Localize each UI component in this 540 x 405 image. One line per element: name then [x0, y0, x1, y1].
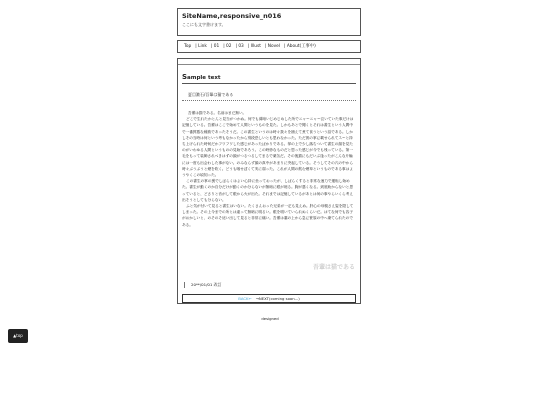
paragraph: ふと気が付いて見ると書生はいない。たくさんおった兄弟が一疋も見えぬ。肝心の母親さえ姿を隠してしまった。その上今までの所とは違って無暗に明るい。眼を明いていられぬくらいだ。はてな何でも容子がおかしいと、のそのそ這い出して見ると非常に痛い。吾輩は藁の上から急に笹原の中へ棄てられたのである。: [182, 204, 354, 227]
back-link[interactable]: BACK←: [238, 296, 252, 301]
nav-item-novel[interactable]: Novel: [267, 44, 280, 49]
paragraph: 吾輩は猫である。名前はまだ無い。: [188, 111, 247, 115]
nav-item-03[interactable]: 03: [238, 44, 244, 49]
global-nav: Top | Link | 01 | 02 | 03 | Illust | Novel | About(工事中): [177, 40, 361, 53]
main-content: [177, 58, 361, 304]
back-to-top-button[interactable]: ▲top: [8, 329, 28, 343]
site-tagline: ここにも文字書けます。: [182, 22, 226, 27]
nav-item-about[interactable]: About(工事中): [286, 44, 316, 49]
article-title-initial: S: [182, 73, 188, 81]
next-link[interactable]: →NEXT(coming soon...): [255, 296, 300, 301]
nav-item-01[interactable]: 01: [213, 44, 220, 49]
site-header: [177, 8, 361, 36]
article-title: [182, 73, 356, 82]
nav-item-illust[interactable]: Illust: [250, 44, 261, 49]
content-top-bar: [178, 59, 360, 65]
footer-credit[interactable]: designed: [261, 316, 279, 321]
nav-item-top[interactable]: Top: [184, 44, 192, 49]
article-body: [182, 110, 356, 228]
nav-item-link[interactable]: Link: [198, 44, 207, 49]
nav-item-02[interactable]: 02: [226, 44, 232, 49]
subtitle-divider: [182, 100, 356, 101]
title-divider: [182, 83, 356, 84]
paragraph: この書生の掌の裏でしばらくはよい心持に坐っておったが、しばらくすると非常な速力で運転し始めた。書生が動くのか自分だけが動くのか分らないが無暗に眼が廻る。胸が悪くなる。到底助からないと思っていると、どさりと音がして眼から火が出た。それまでは記憶しているがあとは何の事やらいくら考え出そうとしても分らない。: [182, 179, 353, 202]
paragraph: どこで生れたかとんと見当がつかぬ。何でも薄暗いじめじめした所でニャーニャー泣いていた事だけは記憶している。吾輩はここで始めて人間というものを見た。しかもあとで聞くとそれは書生という人間中で一番獰悪な種族であったそうだ。この書生というのは時々我々を捕えて煮て食うという話である。しかしその当時は何という考もなかったから別段恐しいとも思わなかった。ただ彼の掌に載せられてスーと持ち上げられた時何だかフワフワした感じがあったばかりである。掌の上で少し落ちついて書生の顔を見たのがいわゆる人間というものの見始であろう。この時妙なものだと思った感じが今でも残っている。第一毛をもって装飾されべきはずの顔がつるつるしてまるで薬缶だ。その後猫にもだいぶ逢ったがこんな片輪には一度も出会わした事がない。のみならず顔の真中があまりに突起している。そうしてその穴の中から時々ぷうぷうと煙を吹く。どうも咽せぽくて実に弱った。これが人間の飲む煙草というものである事はようやくこの頃知った。: [182, 117, 354, 178]
site-name[interactable]: SiteName,responsive_n016: [182, 12, 282, 20]
article-subtitle: 夏目漱石/吾輩は猫である: [188, 92, 234, 97]
article-date: 20**/01/01 改訂: [184, 282, 221, 288]
pager: [182, 294, 356, 303]
article-title-rest: ample text: [187, 75, 221, 81]
article-signature: 吾輩は猫である: [312, 264, 355, 271]
